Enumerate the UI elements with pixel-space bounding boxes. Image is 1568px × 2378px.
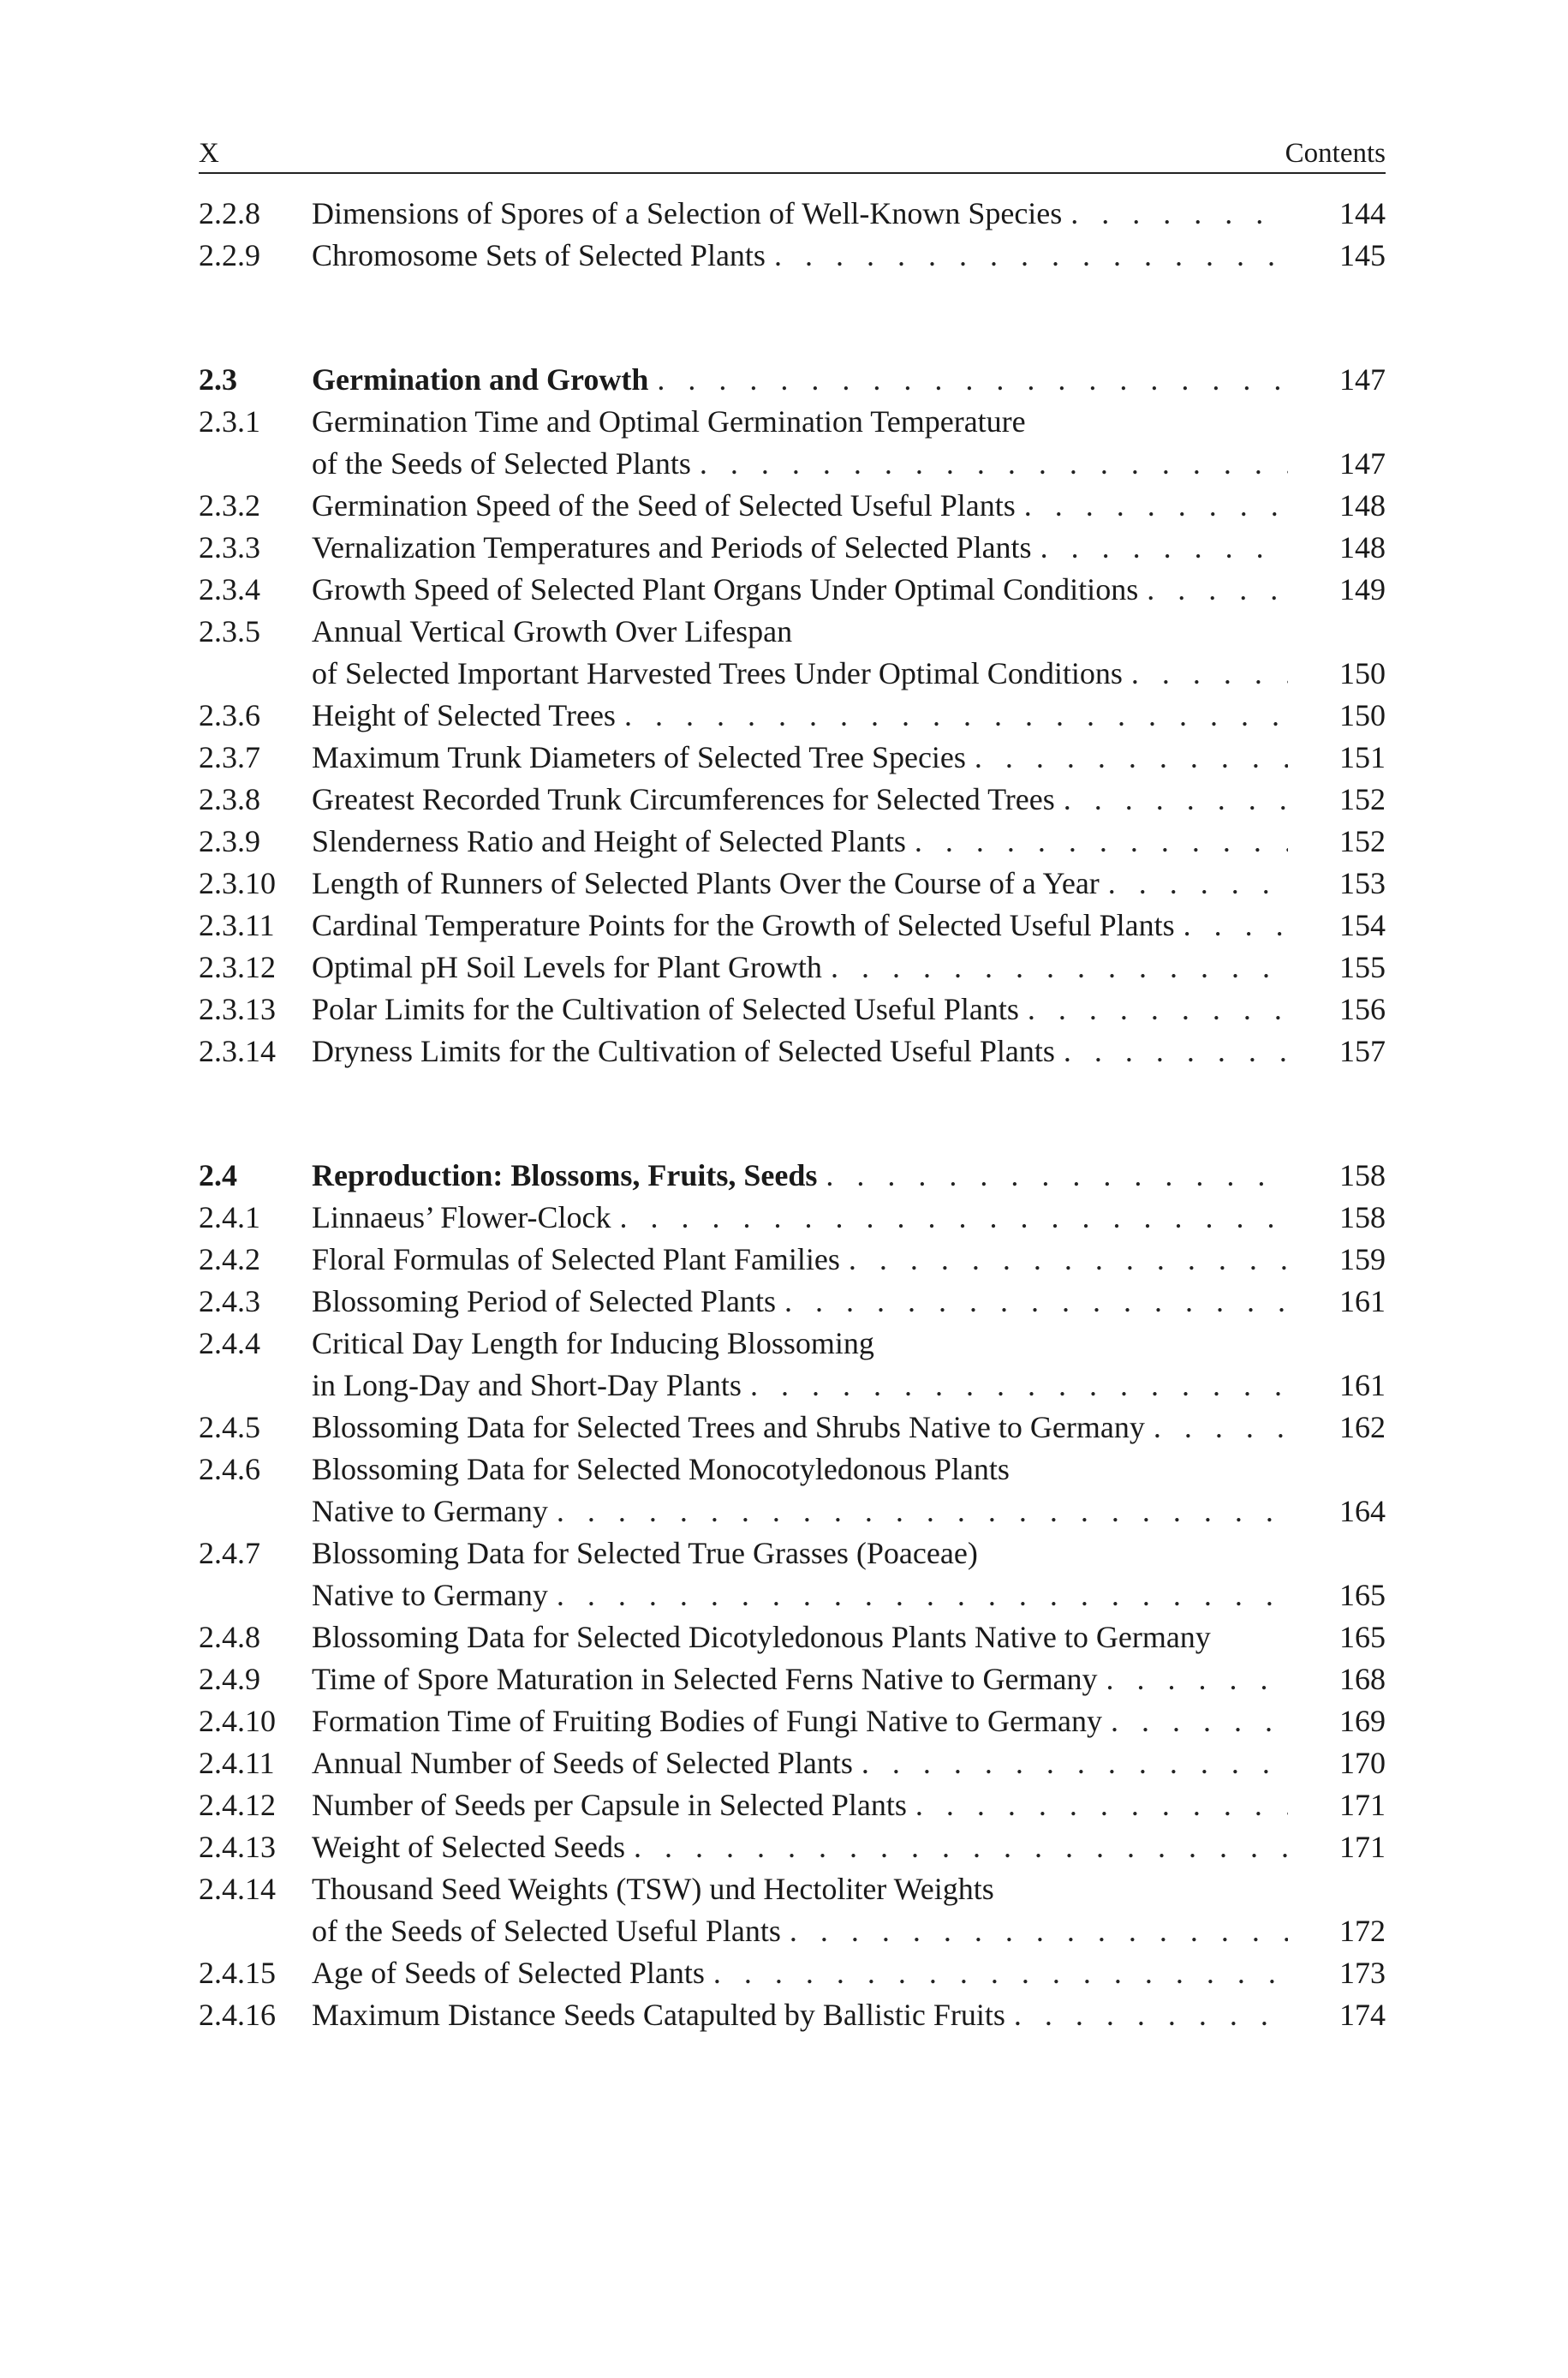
dot-leader	[1016, 485, 1288, 527]
entry-page-number: 153	[1339, 866, 1386, 900]
entry-title: Polar Limits for the Cultivation of Selected Useful Plants	[312, 992, 1019, 1026]
entry-title: Floral Formulas of Selected Plant Families	[312, 1242, 840, 1276]
dot-leader	[616, 695, 1288, 737]
entry-number: 2.4.5	[199, 1410, 260, 1444]
dot-leader	[906, 821, 1288, 863]
entry-number: 2.4.3	[199, 1284, 260, 1318]
entry-page-number: 161	[1339, 1284, 1386, 1318]
entry-number: 2.4.1	[199, 1200, 260, 1234]
entry-page-number: 148	[1339, 488, 1386, 523]
dot-leader	[1100, 863, 1288, 905]
entry-title: in Long-Day and Short-Day Plants	[312, 1368, 742, 1402]
toc-entry[interactable]	[199, 1449, 1386, 1533]
entry-number: 2.3.5	[199, 614, 260, 648]
entry-title: of the Seeds of Selected Plants	[312, 446, 691, 481]
entry-title: of the Seeds of Selected Useful Plants	[312, 1914, 781, 1948]
entry-title: Dryness Limits for the Cultivation of Selected Useful Plants	[312, 1034, 1055, 1068]
toc-section-heading[interactable]	[199, 1155, 1386, 1197]
entry-title: Slenderness Ratio and Height of Selected Plants	[312, 824, 906, 858]
entry-number: 2.4.12	[199, 1788, 276, 1822]
dot-leader	[705, 1952, 1288, 1994]
toc-entry[interactable]	[199, 695, 1386, 737]
entry-title-line: Germination Time and Optimal Germination Temperature	[312, 404, 1026, 439]
entry-page-number: 161	[1339, 1368, 1386, 1402]
entry-page-number: 154	[1339, 908, 1386, 942]
dot-leader	[966, 737, 1288, 779]
entry-number: 2.4.7	[199, 1536, 260, 1570]
toc-entry[interactable]	[199, 1239, 1386, 1281]
entry-number: 2.3.7	[199, 740, 260, 774]
dot-leader	[1055, 1031, 1288, 1072]
entry-number: 2.4.8	[199, 1620, 260, 1654]
entry-title: Blossoming Period of Selected Plants	[312, 1284, 776, 1318]
entry-page-number: 158	[1339, 1200, 1386, 1234]
entry-title: Germination and Growth	[312, 362, 649, 397]
entry-number: 2.4.6	[199, 1452, 260, 1486]
toc-entry[interactable]	[199, 1952, 1386, 1994]
entry-title: Germination Speed of the Seed of Selected Useful Plants	[312, 488, 1016, 523]
toc-section	[199, 359, 1386, 1072]
entry-title: Native to Germany	[312, 1494, 548, 1528]
dot-leader	[1055, 779, 1288, 821]
entry-page-number: 150	[1339, 698, 1386, 732]
toc-entry[interactable]	[199, 1031, 1386, 1072]
dot-leader	[1123, 653, 1288, 695]
toc-section-heading[interactable]	[199, 359, 1386, 401]
entry-title: Maximum Trunk Diameters of Selected Tree Species	[312, 740, 966, 774]
dot-leader	[1138, 569, 1288, 611]
entry-number: 2.4.10	[199, 1704, 276, 1738]
page-header	[199, 133, 1386, 174]
entry-title: Growth Speed of Selected Plant Organs Under Optimal Conditions	[312, 572, 1139, 606]
entry-number: 2.3.2	[199, 488, 260, 523]
entry-title: Maximum Distance Seeds Catapulted by Ballistic Fruits	[312, 1998, 1005, 2032]
entry-page-number: 156	[1339, 992, 1386, 1026]
entry-page-number: 151	[1339, 740, 1386, 774]
entry-title: Dimensions of Spores of a Selection of Well-Known Species	[312, 196, 1063, 230]
toc-entry[interactable]	[199, 1868, 1386, 1952]
entry-page-number: 158	[1339, 1158, 1386, 1192]
entry-title: Native to Germany	[312, 1578, 548, 1612]
toc-entry[interactable]	[199, 1658, 1386, 1700]
section-divider	[199, 277, 1386, 359]
entry-title: Optimal pH Soil Levels for Plant Growth	[312, 950, 822, 984]
entry-title: Chromosome Sets of Selected Plants	[312, 238, 766, 272]
entry-title-line: Blossoming Data for Selected True Grasses (Poaceae)	[312, 1536, 978, 1570]
entry-page-number: 174	[1339, 1998, 1386, 2032]
dot-leader	[840, 1239, 1288, 1281]
running-title: Contents	[1285, 138, 1386, 169]
toc-entry[interactable]	[199, 1197, 1386, 1239]
entry-title: Weight of Selected Seeds	[312, 1830, 625, 1864]
entry-number: 2.3.8	[199, 782, 260, 816]
entry-page-number: 171	[1339, 1788, 1386, 1822]
dot-leader	[817, 1155, 1288, 1197]
dot-leader	[625, 1826, 1288, 1868]
entry-title: Cardinal Temperature Points for the Growth of Selected Useful Plants	[312, 908, 1175, 942]
entry-page-number: 173	[1339, 1956, 1386, 1990]
entry-page-number: 172	[1339, 1914, 1386, 1948]
entry-title-line: Critical Day Length for Inducing Blossoming	[312, 1326, 874, 1360]
entry-number: 2.3.10	[199, 866, 276, 900]
dot-leader	[766, 235, 1288, 277]
entry-page-number: 145	[1339, 238, 1386, 272]
toc-entry[interactable]	[199, 1323, 1386, 1407]
book-page	[199, 133, 1386, 2036]
entry-number: 2.3.3	[199, 530, 260, 565]
dot-leader	[1032, 527, 1288, 569]
toc-entry[interactable]	[199, 1281, 1386, 1323]
entry-title-line: Blossoming Data for Selected Monocotyledonous Plants	[312, 1452, 1010, 1486]
toc-entry[interactable]	[199, 1826, 1386, 1868]
toc-entry[interactable]	[199, 1407, 1386, 1449]
entry-number: 2.3	[199, 362, 237, 397]
entry-page-number: 169	[1339, 1704, 1386, 1738]
entry-number: 2.4.13	[199, 1830, 276, 1864]
entry-page-number: 144	[1339, 196, 1386, 230]
entry-title: Formation Time of Fruiting Bodies of Fungi Native to Germany	[312, 1704, 1102, 1738]
dot-leader	[742, 1365, 1288, 1407]
entry-number: 2.2.8	[199, 196, 260, 230]
dot-leader	[1145, 1407, 1288, 1449]
toc-entry[interactable]	[199, 193, 1386, 235]
entry-page-number: 171	[1339, 1830, 1386, 1864]
entry-page-number: 165	[1339, 1578, 1386, 1612]
entry-title-line: Annual Vertical Growth Over Lifespan	[312, 614, 793, 648]
dot-leader	[776, 1281, 1288, 1323]
toc-entry[interactable]	[199, 1533, 1386, 1616]
toc-entry[interactable]	[199, 527, 1386, 569]
toc-entry[interactable]	[199, 569, 1386, 611]
dot-leader	[853, 1742, 1288, 1784]
entry-title: of Selected Important Harvested Trees Under Optimal Conditions	[312, 656, 1123, 690]
entry-number: 2.3.6	[199, 698, 260, 732]
toc-entry[interactable]	[199, 235, 1386, 277]
dot-leader	[611, 1197, 1288, 1239]
entry-page-number: 152	[1339, 824, 1386, 858]
toc-entry[interactable]	[199, 485, 1386, 527]
dot-leader	[648, 359, 1288, 401]
entry-page-number: 147	[1339, 446, 1386, 481]
toc-entry[interactable]	[199, 821, 1386, 863]
table-of-contents	[199, 193, 1386, 2036]
entry-number: 2.4.16	[199, 1998, 276, 2032]
toc-entry[interactable]	[199, 989, 1386, 1031]
entry-page-number: 147	[1339, 362, 1386, 397]
entry-number: 2.4.14	[199, 1872, 276, 1906]
entry-number: 2.4.4	[199, 1326, 260, 1360]
toc-section	[199, 1155, 1386, 2036]
entry-title: Vernalization Temperatures and Periods of Selected Plants	[312, 530, 1032, 565]
entry-page-number: 162	[1339, 1410, 1386, 1444]
entry-number: 2.3.12	[199, 950, 276, 984]
entry-title: Length of Runners of Selected Plants Over the Course of a Year	[312, 866, 1100, 900]
entry-number: 2.4.15	[199, 1956, 276, 1990]
entry-title: Age of Seeds of Selected Plants	[312, 1956, 705, 1990]
dot-leader	[781, 1910, 1288, 1952]
toc-entry[interactable]	[199, 1994, 1386, 2036]
entry-title: Linnaeus’ Flower-Clock	[312, 1200, 611, 1234]
page-number: X	[199, 138, 219, 169]
entry-page-number: 159	[1339, 1242, 1386, 1276]
dot-leader	[1005, 1994, 1288, 2036]
entry-title: Height of Selected Trees	[312, 698, 616, 732]
entry-page-number: 150	[1339, 656, 1386, 690]
dot-leader	[548, 1491, 1288, 1533]
entry-number: 2.3.4	[199, 572, 260, 606]
entry-title: Time of Spore Maturation in Selected Ferns Native to Germany	[312, 1662, 1098, 1696]
toc-entry[interactable]	[199, 611, 1386, 695]
entry-number: 2.4.2	[199, 1242, 260, 1276]
dot-leader	[548, 1574, 1288, 1616]
dot-leader	[691, 443, 1288, 485]
toc-entry[interactable]	[199, 1616, 1386, 1658]
entry-number: 2.3.14	[199, 1034, 276, 1068]
toc-entry[interactable]	[199, 1742, 1386, 1784]
entry-title: Number of Seeds per Capsule in Selected Plants	[312, 1788, 907, 1822]
entry-number: 2.4	[199, 1158, 237, 1192]
entry-title: Blossoming Data for Selected Dicotyledonous Plants Native to Germany	[312, 1620, 1211, 1654]
dot-leader	[822, 947, 1288, 989]
entry-title: Reproduction: Blossoms, Fruits, Seeds	[312, 1158, 818, 1192]
toc-entry[interactable]	[199, 863, 1386, 905]
entry-page-number: 168	[1339, 1662, 1386, 1696]
entry-page-number: 148	[1339, 530, 1386, 565]
entry-number: 2.3.11	[199, 908, 275, 942]
toc-entry[interactable]	[199, 401, 1386, 485]
toc-entry[interactable]	[199, 737, 1386, 779]
toc-entry[interactable]	[199, 1700, 1386, 1742]
dot-leader	[1019, 989, 1288, 1031]
entry-number: 2.4.11	[199, 1746, 275, 1780]
entry-title-line: Thousand Seed Weights (TSW) und Hectoliter Weights	[312, 1872, 994, 1906]
section-divider	[199, 1072, 1386, 1155]
toc-entry[interactable]	[199, 1784, 1386, 1826]
dot-leader	[1102, 1700, 1288, 1742]
dot-leader	[1175, 905, 1288, 947]
toc-entry[interactable]	[199, 779, 1386, 821]
entry-number: 2.4.9	[199, 1662, 260, 1696]
toc-section	[199, 193, 1386, 277]
entry-number: 2.3.13	[199, 992, 276, 1026]
entry-page-number: 149	[1339, 572, 1386, 606]
entry-title: Greatest Recorded Trunk Circumferences for Selected Trees	[312, 782, 1055, 816]
entry-title: Annual Number of Seeds of Selected Plants	[312, 1746, 853, 1780]
entry-page-number: 165	[1339, 1620, 1386, 1654]
entry-title: Blossoming Data for Selected Trees and Shrubs Native to Germany	[312, 1410, 1145, 1444]
entry-page-number: 155	[1339, 950, 1386, 984]
entry-page-number: 152	[1339, 782, 1386, 816]
entry-number: 2.2.9	[199, 238, 260, 272]
entry-page-number: 157	[1339, 1034, 1386, 1068]
entry-number: 2.3.9	[199, 824, 260, 858]
entry-page-number: 170	[1339, 1746, 1386, 1780]
toc-entry[interactable]	[199, 905, 1386, 947]
entry-page-number: 164	[1339, 1494, 1386, 1528]
dot-leader	[1098, 1658, 1289, 1700]
toc-entry[interactable]	[199, 947, 1386, 989]
entry-number: 2.3.1	[199, 404, 260, 439]
dot-leader	[1062, 193, 1288, 235]
dot-leader	[907, 1784, 1288, 1826]
